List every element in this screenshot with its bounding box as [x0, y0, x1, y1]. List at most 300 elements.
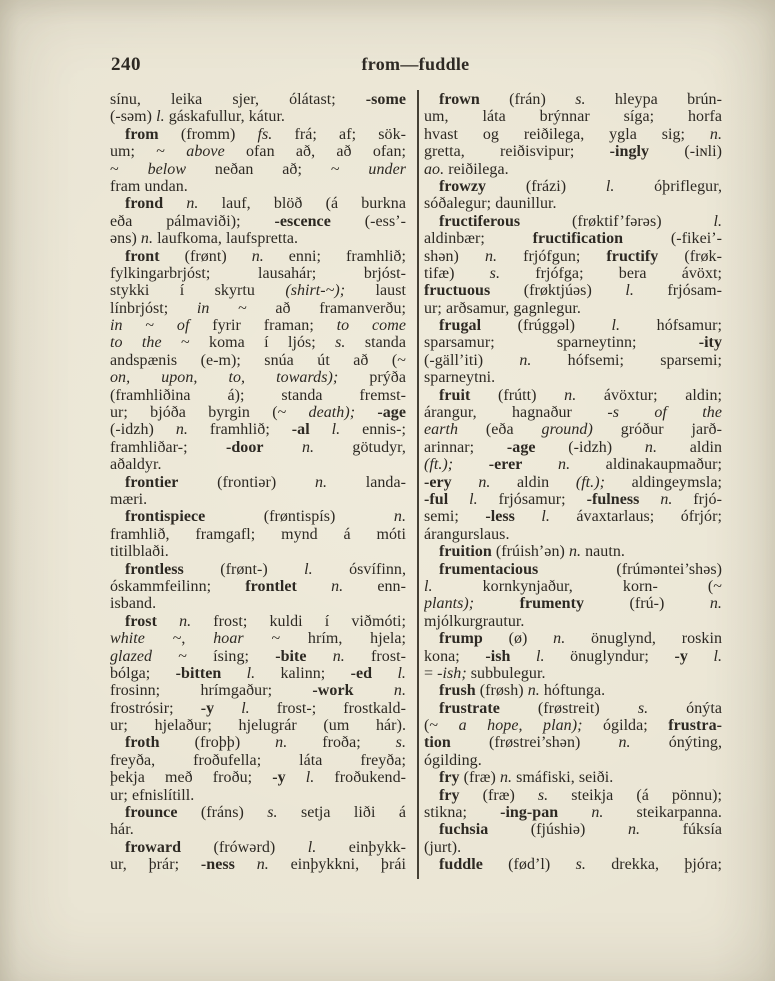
plain-text: (frúish’ən) — [491, 543, 569, 561]
dictionary-line — [424, 108, 722, 125]
plain-text: (fræ) — [459, 769, 500, 787]
plain-text: (-idzh) — [535, 438, 645, 456]
plain-text: aðaldyr. — [110, 456, 162, 474]
italic-text: n. — [275, 734, 288, 752]
plain-text: sóðalegur; daunillur. — [424, 195, 557, 213]
plain-text: froða; — [287, 734, 396, 752]
italic-text: below — [147, 160, 187, 178]
plain-text: önuglyndur; — [544, 647, 675, 665]
dictionary-line — [424, 769, 722, 786]
headword-or-suffix: -y — [674, 647, 688, 665]
headword-or-suffix: frugal — [439, 317, 482, 335]
headword-or-suffix: froward — [125, 838, 182, 856]
headword-or-suffix: frumentacious — [439, 560, 539, 578]
dictionary-line — [110, 195, 406, 212]
plain-text: ur; efnislítill. — [110, 786, 195, 804]
plain-text: standa — [345, 334, 406, 352]
italic-text: under — [368, 160, 406, 178]
dictionary-line — [110, 595, 406, 612]
plain-text: (frówərd) — [181, 838, 308, 856]
dictionary-line — [424, 265, 722, 282]
plain-text: (fræ) — [459, 786, 538, 804]
plain-text: steikarpanna. — [603, 804, 722, 822]
dictionary-line — [424, 404, 722, 421]
plain-text: arinnar; — [424, 438, 507, 456]
plain-text: lauf, blöð (á burkna — [198, 195, 406, 213]
dictionary-line — [424, 700, 722, 717]
italic-text: (ft.); — [575, 473, 605, 491]
italic-text: s. — [575, 91, 586, 108]
italic-text: l. — [304, 560, 313, 578]
headword-or-suffix: frumenty — [519, 595, 585, 613]
dictionary-line — [110, 369, 406, 386]
plain-text: aldinakaupmaður; — [570, 456, 722, 474]
dictionary-line — [110, 352, 406, 369]
italic-text: (ft.); — [424, 456, 454, 474]
italic-text: n. — [314, 473, 328, 491]
plain-text — [297, 578, 331, 595]
plain-text — [163, 195, 186, 212]
dictionary-line — [110, 821, 406, 838]
plain-text: hófsamur; — [620, 317, 722, 335]
headword-or-suffix: fructification — [532, 230, 624, 248]
plain-text — [354, 682, 394, 699]
dictionary-line — [424, 439, 722, 456]
plain-text: andspænis (e-m); snúa út að (~ — [110, 351, 406, 369]
dictionary-line — [110, 769, 406, 786]
dictionary-line — [424, 421, 722, 438]
italic-text: in — [110, 317, 123, 335]
plain-text: landa- — [327, 473, 406, 491]
plain-text: freyða, froðufella; láta freyða; — [110, 751, 406, 769]
italic-text: n. — [140, 230, 154, 248]
plain-text: óskammfeilinn; — [110, 577, 246, 595]
dictionary-line — [110, 734, 406, 751]
plain-text: línbrjóst; — [110, 299, 197, 317]
headword-or-suffix: fry — [439, 786, 460, 804]
plain-text — [214, 700, 241, 717]
plain-text: ~ ísing; — [152, 647, 276, 665]
italic-text: l. — [713, 647, 722, 665]
plain-text: mjólkurgrautur. — [424, 612, 525, 630]
plain-text: ~ hrím, hjela; — [243, 630, 406, 648]
dictionary-line — [424, 369, 722, 386]
headword-or-suffix: frontispiece — [125, 508, 206, 526]
italic-text: hoar — [213, 630, 244, 648]
dictionary-line — [424, 508, 722, 525]
plain-text: (frøktif’fərəs) — [520, 212, 714, 230]
headword-or-suffix: froth — [125, 734, 160, 752]
plain-text: titilblaði. — [110, 543, 169, 561]
plain-text: sparneytni. — [424, 369, 496, 387]
italic-text: s. — [489, 264, 500, 282]
headword-or-suffix: -ing-pan — [500, 804, 559, 822]
dictionary-line — [110, 474, 406, 491]
dictionary-line — [424, 787, 722, 804]
plain-text: hóftunga. — [539, 682, 606, 700]
dictionary-line — [110, 787, 406, 804]
plain-text: (fjúshiə) — [488, 821, 628, 839]
italic-text: in — [196, 299, 210, 317]
plain-text: frjófga; bera ávöxt; — [500, 264, 722, 282]
headword-or-suffix: fructuous — [424, 282, 491, 300]
plain-text: frjósamur; — [477, 490, 587, 508]
italic-text: l. — [305, 769, 315, 787]
dictionary-line — [424, 474, 722, 491]
italic-text: white — [110, 630, 145, 648]
plain-text: (jurt). — [424, 838, 462, 856]
italic-text: n. — [568, 543, 582, 561]
dictionary-line — [110, 334, 406, 351]
plain-text: (frøstrei’shən) — [450, 734, 619, 752]
dictionary-line — [424, 665, 722, 682]
plain-text: ur, þrár; — [110, 856, 201, 874]
italic-text: s. — [575, 856, 586, 874]
plain-text: shən) — [424, 247, 485, 265]
italic-text: n. — [553, 630, 566, 648]
dictionary-line — [110, 630, 406, 647]
dictionary-line — [424, 630, 722, 647]
plain-text: drekka, þjóra; — [585, 856, 722, 874]
plain-text: sínu, leika sjer, ólátast; — [110, 91, 366, 108]
plain-text: froðukend- — [314, 769, 406, 787]
plain-text: um, láta brýnnar síga; horfa — [424, 108, 722, 126]
dictionary-line — [424, 143, 722, 160]
plain-text: (eða — [458, 421, 542, 439]
dictionary-line — [424, 491, 722, 508]
dictionary-line — [424, 352, 722, 369]
italic-text: n. — [558, 456, 571, 474]
plain-text: um; ~ — [110, 143, 187, 161]
headword-or-suffix: -ity — [698, 334, 722, 352]
italic-text: s. — [267, 804, 278, 822]
dictionary-line — [110, 213, 406, 230]
plain-text: (-iɴli) — [649, 143, 722, 161]
plain-text — [264, 439, 302, 456]
italic-text: n. — [644, 438, 658, 456]
headword-or-suffix: fry — [439, 769, 460, 787]
headword-or-suffix: -ful — [424, 490, 449, 508]
italic-text: l. — [536, 647, 545, 665]
italic-text: n. — [709, 125, 722, 143]
dictionary-line — [424, 126, 722, 143]
plain-text: stykki í skyrtu — [110, 282, 286, 300]
plain-text: frjósam- — [633, 282, 722, 300]
italic-text: l. — [241, 699, 250, 717]
plain-text: frost-; frostkald- — [249, 699, 406, 717]
dictionary-line — [110, 248, 406, 265]
dictionary-line — [424, 543, 722, 560]
italic-text: n. — [331, 577, 344, 595]
italic-text: n. — [175, 421, 188, 439]
dictionary-line — [424, 456, 722, 473]
italic-text: above — [186, 143, 225, 161]
headword-or-suffix: frowzy — [439, 177, 487, 195]
italic-text: to the — [110, 334, 162, 352]
italic-text: fs. — [257, 125, 273, 143]
dictionary-line — [424, 387, 722, 404]
dictionary-line — [110, 265, 406, 282]
plain-text: (frøktjúəs) — [490, 282, 626, 300]
italic-text: s. — [335, 334, 346, 352]
italic-text: s. — [395, 734, 406, 752]
italic-text: n. — [251, 247, 264, 265]
plain-text: (-ess’- — [330, 212, 406, 230]
plain-text: frjófgun; — [497, 247, 607, 265]
plain-text — [355, 404, 377, 421]
plain-text: steikja (á pönnu); — [548, 786, 722, 804]
dictionary-line — [110, 856, 406, 873]
dictionary-line — [424, 734, 722, 751]
plain-text: framhlið, framgafl; mynd á móti — [110, 525, 406, 543]
italic-text: of — [176, 317, 190, 335]
plain-text: (frønt-) — [183, 560, 305, 578]
headword-or-suffix: -bitten — [175, 664, 222, 682]
dictionary-line — [110, 561, 406, 578]
dictionary-line — [424, 300, 722, 317]
plain-text: (frúggəl) — [481, 317, 612, 335]
plain-text — [510, 648, 536, 665]
dictionary-line — [424, 856, 722, 873]
italic-text: n. — [618, 734, 631, 752]
plain-text: = — [424, 664, 438, 682]
plain-text: hleypa brún- — [585, 91, 722, 108]
headword-or-suffix: -bite — [275, 647, 307, 665]
dictionary-line — [110, 839, 406, 856]
plain-text: frá; af; sök- — [272, 125, 406, 143]
plain-text: óþriflegur, — [614, 177, 722, 195]
plain-text: laust — [345, 282, 406, 300]
headword-or-suffix: -y — [200, 699, 215, 717]
dictionary-line — [110, 508, 406, 525]
dictionary-line — [424, 561, 722, 578]
italic-text: l. — [331, 421, 341, 439]
plain-text: hár. — [110, 821, 134, 839]
dictionary-line — [110, 700, 406, 717]
dictionary-line — [424, 682, 722, 699]
dictionary-line — [110, 665, 406, 682]
italic-text: ao. — [424, 160, 445, 178]
dictionary-line — [424, 717, 722, 734]
plain-text: əns) — [110, 230, 141, 248]
headword-or-suffix: frump — [439, 630, 483, 648]
dictionary-line — [110, 804, 406, 821]
plain-text: ósvífinn, — [312, 560, 406, 578]
headword-or-suffix: frost — [125, 612, 157, 630]
dictionary-line — [110, 300, 406, 317]
plain-text: (frøntispís) — [205, 508, 394, 526]
italic-text: -s of the — [607, 404, 722, 422]
plain-text: (froþþ) — [159, 734, 276, 752]
dictionary-line — [424, 178, 722, 195]
dictionary-line — [110, 578, 406, 595]
plain-text: hófsemi; sparsemi; — [531, 351, 722, 369]
italic-text: n. — [478, 473, 491, 491]
dictionary-line — [110, 543, 406, 560]
dictionary-line — [424, 613, 722, 630]
plain-text: (-idzh) — [110, 421, 176, 439]
plain-text: önuglynd, roskin — [565, 630, 722, 648]
headword-or-suffix: frustrate — [439, 699, 500, 717]
plain-text: ógilda; — [582, 717, 669, 735]
plain-text — [639, 491, 660, 508]
headword-or-suffix: -y — [272, 769, 286, 787]
plain-text — [558, 804, 591, 821]
plain-text: smáfiski, seiði. — [512, 769, 614, 787]
plain-text: isband. — [110, 595, 157, 613]
italic-text: n. — [179, 612, 192, 630]
dictionary-line — [110, 456, 406, 473]
dictionary-line — [110, 404, 406, 421]
dictionary-line — [424, 195, 722, 212]
plain-text: fram undan. — [110, 177, 188, 195]
left-column — [110, 91, 406, 879]
plain-text: gáskafullur, kátur. — [164, 108, 285, 126]
plain-text: ur; bjóða byrgin (~ — [110, 404, 309, 422]
dictionary-line — [424, 839, 722, 856]
plain-text: (~ — [424, 717, 459, 735]
italic-text: n. — [591, 804, 604, 822]
plain-text: (fráns) — [177, 804, 268, 822]
plain-text: ofan að, að ofan; — [224, 143, 406, 161]
plain-text: ~ — [110, 160, 148, 178]
dictionary-line — [424, 161, 722, 178]
plain-text: frosinn; hrímgaður; — [110, 682, 313, 700]
plain-text: laufkoma, laufspretta. — [153, 230, 299, 248]
italic-text: death); — [308, 404, 356, 422]
dictionary-line — [110, 648, 406, 665]
headword-or-suffix: -escence — [274, 212, 331, 230]
plain-text: reiðilega. — [444, 160, 509, 178]
italic-text: to come — [336, 317, 406, 335]
plain-text: einþykk- — [316, 838, 406, 856]
plain-text: mæri. — [110, 490, 148, 508]
dictionary-line — [110, 126, 406, 143]
plain-text: sparsamur; sparneytinn; — [424, 334, 699, 352]
headword-or-suffix: -ed — [350, 664, 373, 682]
plain-text: kornkynjaður, korn- (~ — [432, 577, 722, 595]
plain-text: (ø) — [482, 630, 554, 648]
plain-text: frost- — [344, 647, 406, 665]
plain-text: (frønt) — [159, 247, 252, 265]
column-divider — [417, 90, 419, 879]
plain-text: frjó- — [672, 490, 722, 508]
plain-text — [307, 648, 333, 665]
headword-or-suffix: frustra- — [668, 717, 722, 735]
plain-text: fylkingarbrjóst; lausahár; brjóst- — [110, 264, 406, 282]
headword-or-suffix: frown — [439, 91, 480, 108]
headword-or-suffix: fuddle — [439, 856, 483, 874]
italic-text: n. — [256, 856, 269, 874]
dictionary-line — [110, 613, 406, 630]
headword-or-suffix: -ish — [485, 647, 511, 665]
plain-text — [286, 769, 306, 786]
plain-text: (framhliðina á); standa fremst- — [110, 386, 406, 404]
dictionary-line — [110, 439, 406, 456]
plain-text: einþykkni, þrái — [268, 856, 406, 874]
plain-text: fyrir framan; — [189, 317, 337, 335]
plain-text — [235, 856, 257, 873]
dictionary-line — [424, 213, 722, 230]
plain-text — [522, 456, 558, 473]
headword-or-suffix: frontless — [125, 560, 184, 578]
plain-text: aldin — [657, 438, 722, 456]
headword-or-suffix: -fulness — [586, 490, 640, 508]
headword-or-suffix: frush — [439, 682, 476, 700]
dictionary-line — [110, 421, 406, 438]
plain-text: kalinn; — [255, 664, 351, 682]
italic-text: (shirt-~); — [285, 282, 346, 300]
plain-text: frost; kuldi í viðmóti; — [191, 612, 406, 630]
plain-text: gretta, reiðisvipur; — [424, 143, 610, 161]
plain-text: (-səm) — [110, 108, 157, 126]
plain-text: fúksía — [640, 821, 722, 839]
plain-text: neðan að; ~ — [186, 160, 369, 178]
plain-text — [372, 665, 397, 682]
plain-text: ennis-; — [340, 421, 406, 439]
plain-text: (frontiər) — [178, 473, 315, 491]
plain-text — [474, 595, 519, 612]
plain-text: ~ að framanverðu; — [209, 299, 406, 317]
headword-or-suffix: -age — [377, 404, 406, 422]
plain-text: árangur, hagnaður — [424, 404, 608, 422]
dictionary-line — [110, 91, 406, 108]
plain-text: enni; framhlið; — [263, 247, 406, 265]
plain-text: árangurslaus. — [424, 525, 510, 543]
plain-text: gróður jarð- — [592, 421, 722, 439]
plain-text: (frúməntei’shəs) — [538, 560, 722, 578]
dictionary-line — [424, 595, 722, 612]
plain-text: semi; — [424, 508, 486, 526]
headword-or-suffix: -ness — [200, 856, 235, 874]
plain-text: ávaxtarlaus; ófrjór; — [549, 508, 722, 526]
italic-text: n. — [499, 769, 513, 787]
dictionary-line — [110, 526, 406, 543]
headword-or-suffix: frontlet — [245, 577, 297, 595]
plain-text — [515, 508, 541, 525]
plain-text — [453, 456, 489, 473]
italic-text: l. — [713, 212, 722, 230]
plain-text: (-gäll’iti) — [424, 351, 520, 369]
dictionary-line — [110, 387, 406, 404]
italic-text: earth — [424, 421, 459, 439]
dictionary-line — [424, 91, 722, 108]
plain-text: ónýta — [648, 699, 722, 717]
italic-text: n. — [627, 821, 641, 839]
dictionary-line — [424, 230, 722, 247]
dictionary-line — [424, 248, 722, 265]
plain-text — [452, 474, 479, 491]
italic-text: s. — [537, 786, 549, 804]
italic-text: n. — [186, 195, 199, 213]
headword-or-suffix: -age — [506, 438, 536, 456]
plain-text: (fromm) — [158, 125, 258, 143]
plain-text: (frú-) — [584, 595, 710, 613]
italic-text: s. — [637, 699, 649, 717]
dictionary-line — [424, 282, 722, 299]
plain-text: ávöxtur; aldin; — [576, 386, 722, 404]
italic-text: l. — [397, 664, 406, 682]
headword-or-suffix: -ery — [424, 473, 452, 491]
plain-text: ~ koma í ljós; — [161, 334, 336, 352]
plain-text: aldin — [490, 473, 576, 491]
italic-text: n. — [660, 490, 673, 508]
plain-text: (frøsh) — [475, 682, 528, 700]
dictionary-line — [110, 230, 406, 247]
plain-text: götudyr, — [314, 438, 406, 456]
plain-text: ónýting, — [630, 734, 722, 752]
dictionary-line — [424, 752, 722, 769]
